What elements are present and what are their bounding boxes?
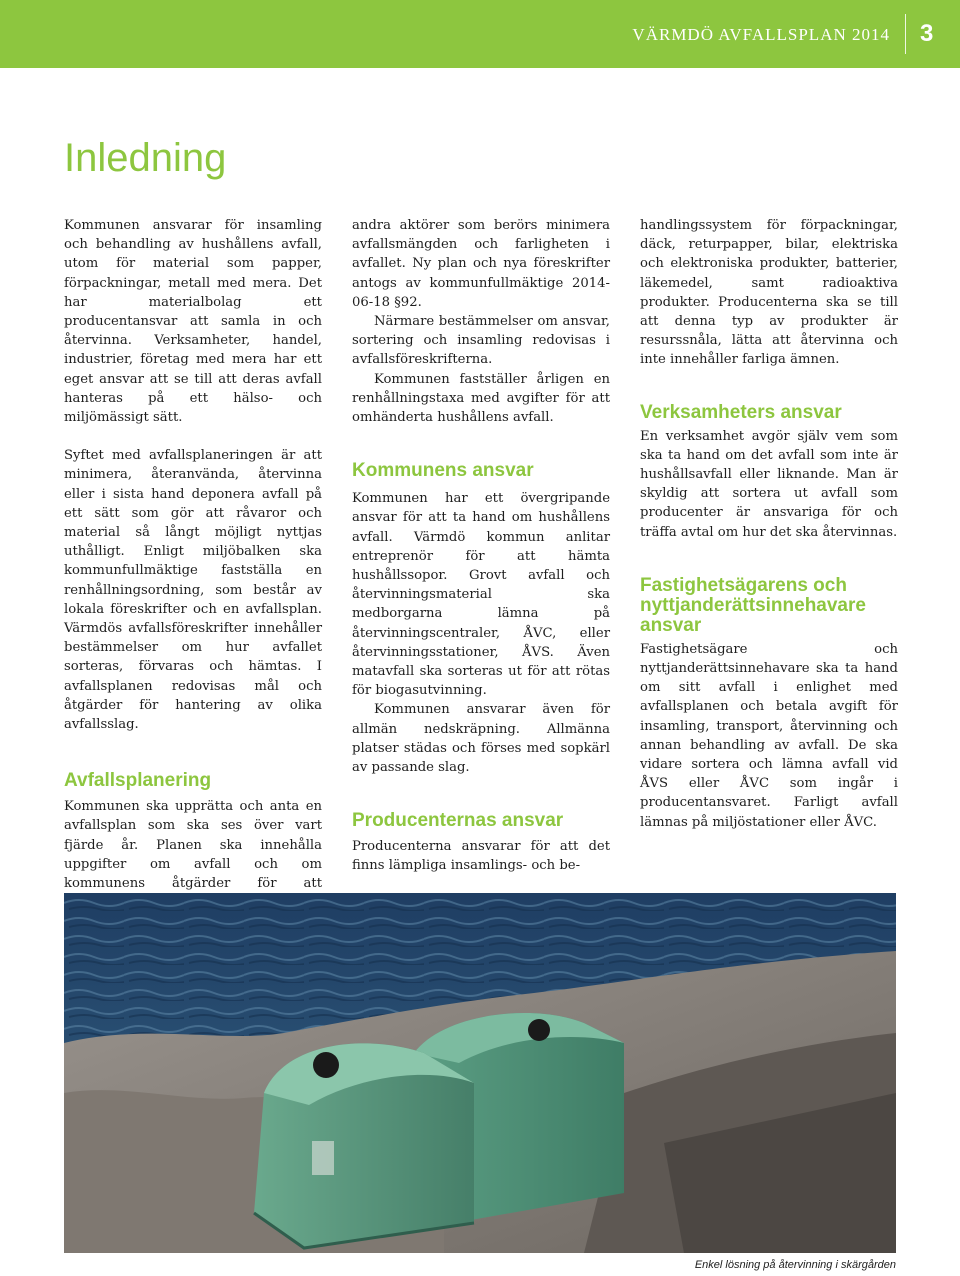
littering-paragraph: Kommunen ansvarar även för allmän nedskräpning. Allmänna platser städas och förses med sopkärl av passande slag. <box>352 702 610 776</box>
heading-kommunens-ansvar: Kommunens ansvar <box>352 460 534 482</box>
column-2 <box>352 216 610 876</box>
plan-paragraph: andra aktörer som berörs minimera avfallsmängden och farligheten i avfallet. Ny plan och nya föreskrifter antogs av kommunfullmäktige 2014-06-18 §92. <box>352 218 610 310</box>
avfallsplanering-paragraph: Kommunen ska upprätta och anta en avfallsplan som ska ses över vart fjärde år. Planen ska innehålla uppgifter om avfall och om kommunens åtgärder för att <box>64 799 322 892</box>
photo-caption: Enkel lösning på återvinning i skärgården <box>694 1259 896 1271</box>
regulations-paragraph: Närmare bestämmelser om ansvar, sortering och insamling redovisas i avfallsföreskrifterna. <box>352 314 610 368</box>
verksamheters-paragraph: En verksamhet avgör själv vem som ska ta hand om det avfall som inte är hushållsavfall eller liknande. Man är skyldig att sortera ut avfall som producenter är ansvariga för och träffa avtal om hur det ska återvinnas. <box>640 428 898 540</box>
heading-fastighetsagarens-ansvar: Fastighetsägarens och nyttjanderättsinnehavare ansvar <box>640 574 866 636</box>
heading-producenternas-ansvar: Producenternas ansvar <box>352 810 564 832</box>
column-3 <box>640 216 898 832</box>
page-number: 3 <box>920 20 934 47</box>
tariff-paragraph: Kommunen fastställer årligen en renhållningstaxa med avgifter för att omhänderta hushållens avfall. <box>352 371 610 426</box>
kommunens-paragraph: Kommunen har ett övergripande ansvar för att ta hand om hushållens avfall. Värmdö kommun anlitar entreprenör för att hämta hushållssopor. Grovt avfall och återvinningsmaterial ska medborgarna lämna på återvinningscentraler, ÅVC, eller återvinningsstationer, ÅVS. Även matavfall ska sorteras ut för att rötas för biogasutvinning. <box>352 491 610 699</box>
column-1 <box>64 216 322 913</box>
purpose-paragraph: Syftet med avfallsplaneringen är att minimera, återanvända, återvinna eller i sista hand deponera avfall på ett sätt som gör att råvaror och material så långt möjligt nyttjas uthålligt. Enligt miljöbalken ska kommunfullmäktige fastställa en renhållningsordning, som består av lokala föreskrifter och en avfallsplan. Värmdös avfallsföreskrifter innehåller bestämmelser om hur avfallet sorteras, förvaras och hämtas. I avfallsplanen redovisas mål och åtgärder för hantering av olika avfallsslag. <box>64 448 322 733</box>
page-title: Inledning <box>64 136 227 180</box>
producer-systems-paragraph: handlingssystem för förpackningar, däck, returpapper, bilar, elektriska och elektroniska produkter, batterier, läkemedel, samt radioaktiva produkter. Producenterna ska se till att denna typ av produkter är resurssnåla, lätta att återvinna och inte innehåller farliga ämnen. <box>640 218 898 368</box>
recycling-bins-photo <box>64 893 896 1253</box>
fastighetsagarens-paragraph: Fastighetsägare och nyttjanderättsinnehavare ska ta hand om sitt avfall i enlighet med avfallsplanen och betala avgift för insamling, transport, återvinning och annan behandling av avfall. De ska vidare sortera och lämna avfall vid ÅVS eller ÅVC som ingår i producentansvaret. Farligt avfall lämnas på miljöstationer eller ÅVC. <box>640 641 898 830</box>
heading-verksamheters-ansvar: Verksamheters ansvar <box>640 401 842 423</box>
header-separator <box>905 14 906 54</box>
producenternas-paragraph: Producenterna ansvarar för att det finns lämpliga insamlings- och be- <box>352 839 610 874</box>
intro-paragraph: Kommunen ansvarar för insamling och behandling av hushållens avfall, utom för material som papper, förpackningar, metall med mera. Det har materialbolag ett producentansvar att samla in och återvinna. Verksamheter, handel, industrier, företag med mera har ett eget ansvar att se till att deras avfall hanteras på ett hälso- och miljömässigt sätt. <box>64 218 322 426</box>
heading-avfallsplanering: Avfallsplanering <box>64 770 212 792</box>
header-title: VÄRMDÖ AVFALLSPLAN 2014 <box>632 25 890 44</box>
